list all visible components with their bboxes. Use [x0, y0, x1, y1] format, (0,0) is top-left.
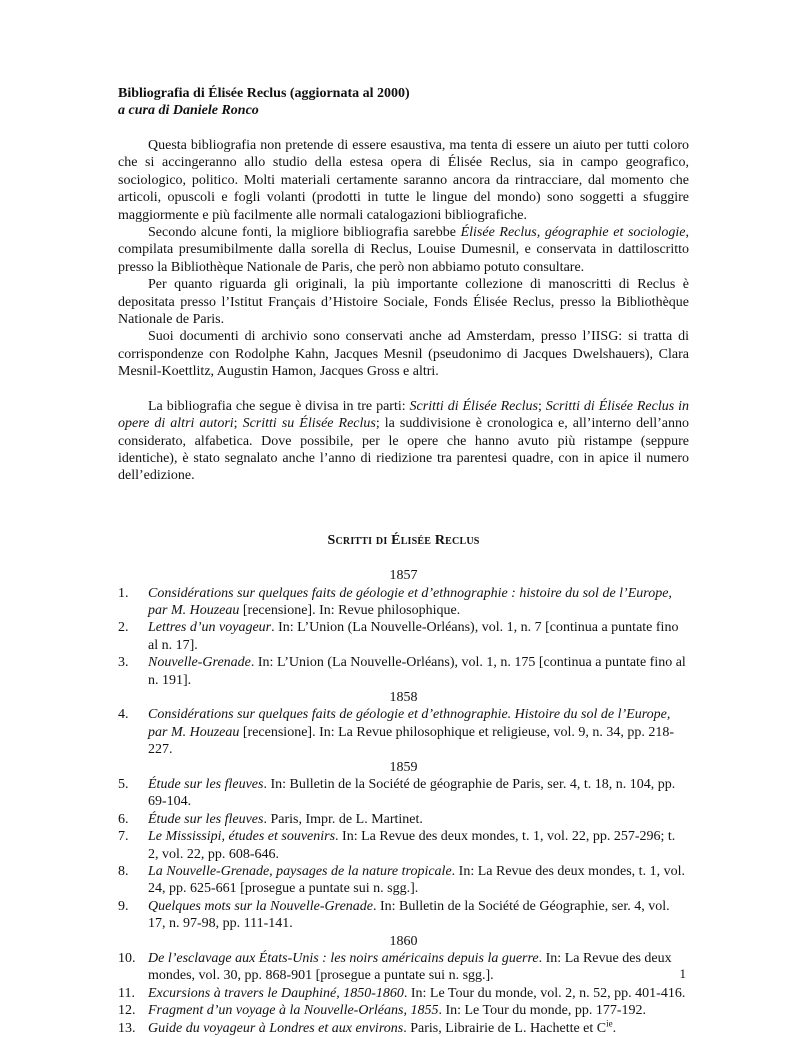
entry-details: . In: Le Tour du monde, vol. 2, n. 52, pp. 401-416. — [403, 985, 686, 1001]
intro-paragraph-4: Suoi documenti di archivio sono conservati anche ad Amsterdam, presso l’IISG: si tratta di corrispondenze con Rodolphe Kahn, Jacques Mesnil (pseudonimo di Jacques Dwelshauers), Clara Mesnil-Koettlitz, Augustin Hamon, Jacques Gross e altri. — [118, 329, 689, 380]
entry-title: La Nouvelle-Grenade, paysages de la nature tropicale — [148, 864, 452, 880]
entry-details: . In: Bulletin de la Société de géographie de Paris, ser. 4, t. 18, n. 104, pp. 69-104. — [148, 777, 676, 810]
entry-details: . In: La Revue des deux mondes, t. 1, vol. 22, pp. 257-296; t. 2, vol. 22, pp. 608-646. — [148, 829, 676, 862]
bibliography-entry — [118, 585, 689, 620]
entry-details: . In: L’Union (La Nouvelle-Orléans), vol. 1, n. 7 [continua a puntate fino al n. 17]. — [148, 620, 679, 653]
entry-title: Considérations sur quelques faits de géologie et d’ethnographie. Histoire du sol de l’Europe, par M. Houzeau — [148, 707, 671, 740]
entry-title: Excursions à travers le Dauphiné, 1850-1860 — [148, 985, 404, 1001]
entry-title: Étude sur les fleuves — [148, 811, 264, 827]
entry-details: . In: La Revue des deux mondes, t. 1, vol. 24, pp. 625-661 [prosegue a puntate sui n. sgg.]. — [148, 864, 685, 897]
bibliography-entry — [118, 706, 689, 758]
bibliography-list-1858 — [118, 706, 689, 758]
entry-details: . In: Le Tour du monde, pp. 177-192. — [438, 1003, 647, 1019]
entry-details: . In: L’Union (La Nouvelle-Orléans), vol. 1, n. 175 [continua a puntate fino al n. 191]. — [148, 655, 686, 688]
year-heading-1858: 1858 — [389, 689, 418, 705]
entry-title: Le Mississipi, études et souvenirs — [148, 829, 336, 845]
entry-title: De l’esclavage aux États-Unis : les noirs américains depuis la guerre — [148, 951, 539, 967]
entry-number: 4. — [118, 707, 129, 723]
bibliography-entry — [118, 619, 689, 654]
entry-title: Considérations sur quelques faits de géologie et d’ethnographie : histoire du sol de l’Europe, par M. Houzeau — [148, 585, 672, 618]
intro-paragraph-1: Questa bibliografia non pretende di essere esaustiva, ma tenta di essere un aiuto per tutti coloro che si accingeranno allo studio della estesa opera di Élisée Reclus, sia in campo geografico, sociologico, politico. Molti materiali certamente saranno ancora da rintracciare, dal momento che articoli, opuscoli e fogli volanti (prodotti in tutte le lingue del mondo) sono soggetti a sfuggire maggiormente e più facilmente alle normali catalogazioni bibliografiche. — [118, 138, 689, 223]
entry-number: 12. — [118, 1003, 136, 1019]
bibliography-entry — [118, 654, 689, 689]
entry-number: 6. — [118, 811, 129, 827]
entry-number: 9. — [118, 898, 129, 914]
document-title: Bibliografia di Élisée Reclus (aggiornata al 2000) — [118, 86, 410, 101]
entry-number: 7. — [118, 829, 129, 845]
entry-details: . Paris, Impr. de L. Martinet. — [263, 811, 423, 827]
year-heading-1859: 1859 — [389, 759, 418, 775]
intro-paragraph-3: Per quanto riguarda gli originali, la più importante collezione di manoscritti di Reclus è depositata presso l’Istitut Français d’Histoire Sociale, Fonds Élisée Reclus, presso la Bibliothèque Nationale de Paris. — [118, 277, 689, 328]
entry-number: 10. — [118, 951, 136, 967]
intro-paragraph-2: Secondo alcune fonti, la migliore bibliografia sarebbe Élisée Reclus, géographie et sociologie, compilata presumibilmente dalla sorella di Reclus, Louise Dumesnil, e conservata in dattiloscritto presso la Bibliothèque Nationale de Paris, che però non abbiamo potuto consultare. — [118, 225, 689, 275]
entry-number: 11. — [118, 985, 135, 1001]
year-heading-1857: 1857 — [389, 568, 418, 584]
entry-details: . In: La Revue des deux mondes, vol. 30, pp. 868-901 [prosegue a puntate sui n. sgg.]. — [148, 951, 672, 984]
document-subtitle: a cura di Daniele Ronco — [118, 103, 259, 118]
document-page — [118, 85, 689, 1037]
entry-title: Guide du voyageur à Londres et aux environs — [148, 1020, 404, 1036]
intro-paragraph-5: La bibliografia che segue è divisa in tre parti: Scritti di Élisée Reclus; Scritti di Élisée Reclus in opere di altri autori; Scritti su Élisée Reclus; la suddivisione è cronologica e, all’interno dell’anno considerato, alfabetica. Dove possibile, per le opere che hanno avuto più ristampe (seppure identiche), è stato segnalato anche l’anno di riedizione tra parentesi quadre, con in apice il numero dell’edizione. — [118, 398, 690, 484]
bibliography-entry — [118, 863, 689, 898]
entry-details: [recensione]. In: Revue philosophique. — [239, 602, 461, 618]
bibliography-entry — [118, 985, 689, 1002]
page-number: 1 — [679, 966, 686, 981]
entry-number: 5. — [118, 777, 129, 792]
bibliography-entry — [118, 950, 689, 985]
bibliography-entry — [118, 898, 689, 933]
entry-details: . In: Bulletin de la Société de Géographie, ser. 4, vol. 17, n. 97-98, pp. 111-141. — [148, 898, 670, 932]
entry-title: Lettres d’un voyageur — [148, 620, 272, 636]
entry-number: 13. — [118, 1020, 136, 1036]
entry-superscript: ie — [606, 1018, 613, 1029]
bibliography-entry — [118, 828, 689, 863]
bibliography-entry — [118, 811, 689, 828]
entry-title: Fragment d’un voyage à la Nouvelle-Orléans, 1855 — [148, 1003, 439, 1019]
entry-title: Nouvelle-Grenade — [148, 655, 251, 671]
bibliography-entry — [118, 1002, 689, 1019]
bibliography-list-1859 — [118, 776, 689, 933]
bibliography-entry — [118, 1020, 689, 1037]
year-heading-1860: 1860 — [389, 933, 418, 949]
bibliography-entry — [118, 776, 689, 811]
entry-details: [recensione]. In: La Revue philosophique et religieuse, vol. 9, n. 34, pp. 218-227. — [148, 724, 675, 758]
entry-number: 2. — [118, 620, 129, 636]
entry-number: 1. — [118, 585, 129, 601]
entry-number: 3. — [118, 655, 129, 671]
section-title: Scritti di Élisée Reclus — [327, 532, 480, 548]
entry-end: . — [612, 1020, 617, 1036]
entry-title: Quelques mots sur la Nouvelle-Grenade — [148, 898, 373, 914]
bibliography-list-1857 — [118, 585, 689, 689]
entry-details: . Paris, Librairie de L. Hachette et C — [403, 1020, 607, 1036]
entry-title: Étude sur les fleuves — [148, 777, 264, 792]
entry-number: 8. — [118, 864, 129, 880]
